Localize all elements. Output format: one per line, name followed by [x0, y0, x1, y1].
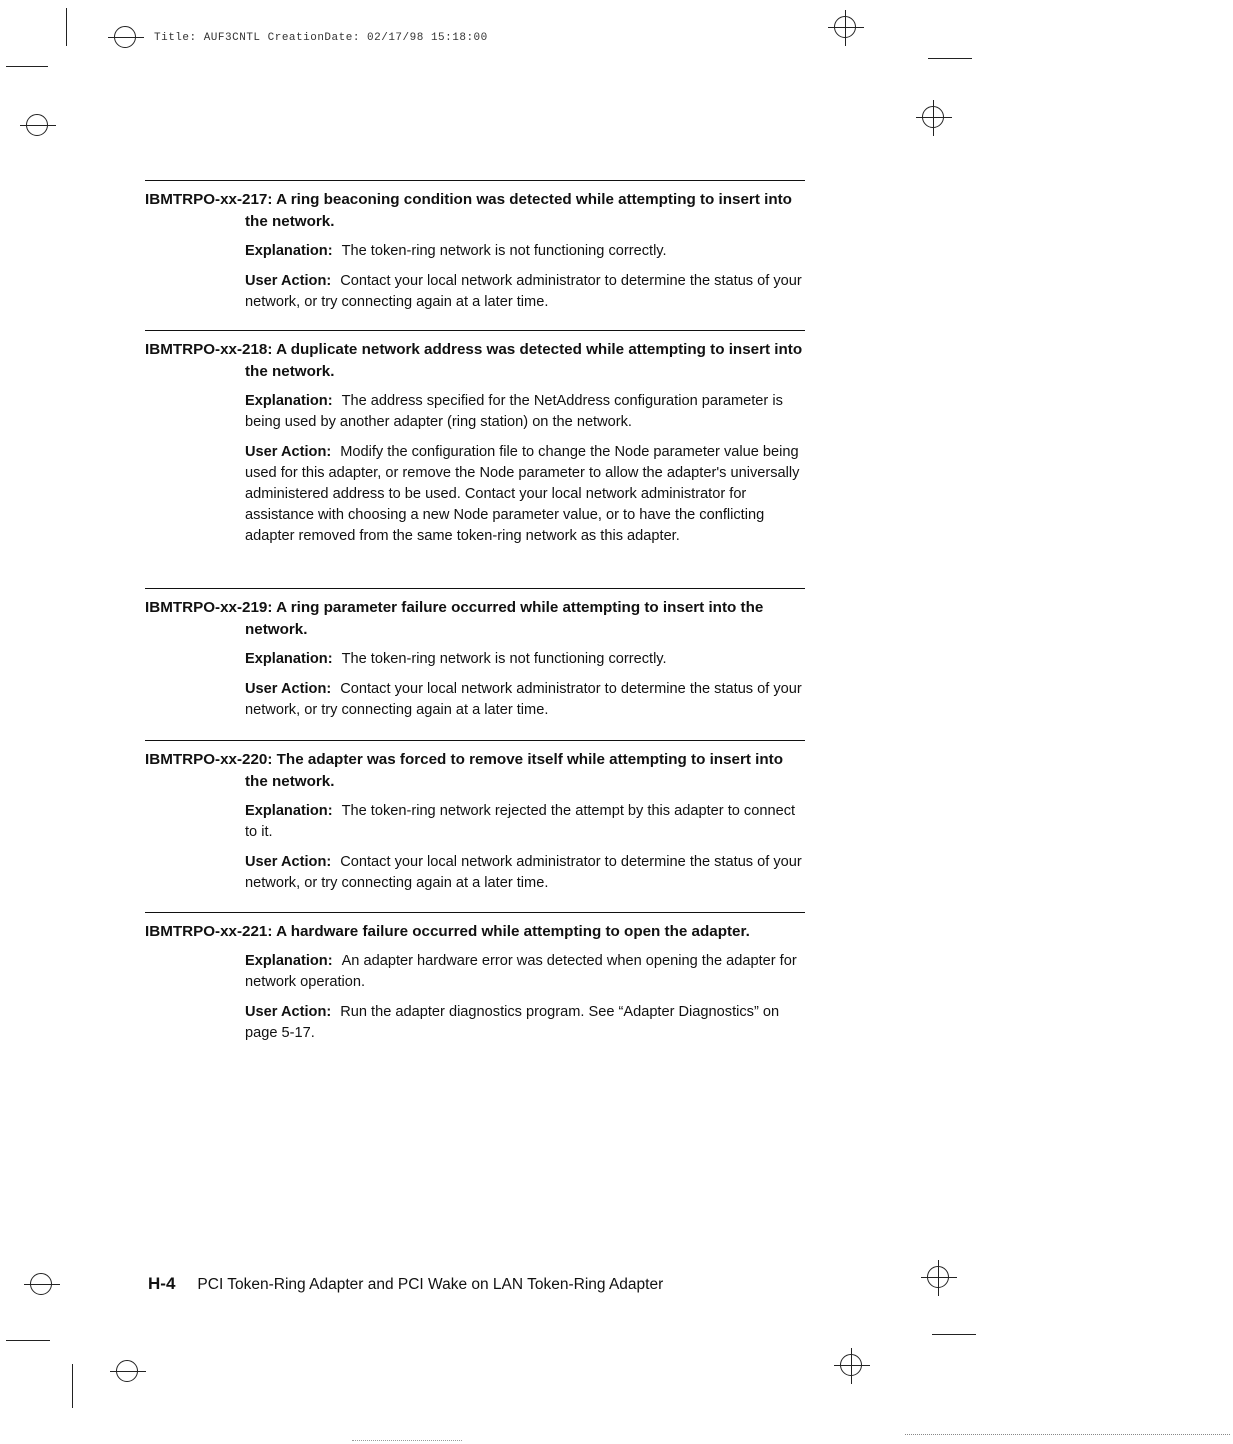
crop-mark-top-left-vertical	[66, 8, 67, 46]
crop-mark-top-right-horizontal	[928, 58, 972, 59]
message-title: IBMTRPO-xx-219: A ring parameter failure occurred while attempting to insert into the network.	[145, 599, 764, 638]
message-title: IBMTRPO-xx-221: A hardware failure occurred while attempting to open the adapter.	[145, 923, 750, 940]
user-action-text: Run the adapter diagnostics program. See “Adapter Diagnostics” on page 5-17.	[245, 1004, 780, 1041]
page-footer	[148, 1274, 663, 1294]
user-action-label: User Action:	[245, 854, 332, 870]
divider	[145, 330, 805, 331]
book-title: PCI Token-Ring Adapter and PCI Wake on LAN Token-Ring Adapter	[197, 1276, 664, 1293]
scan-artifact-line	[905, 1434, 1230, 1435]
message-entry	[145, 180, 805, 322]
crop-mark-bottom-left-vertical	[72, 1364, 73, 1408]
user-action-label: User Action:	[245, 273, 332, 289]
user-action-text: Contact your local network administrator to determine the status of your network, or try connecting again at a later time.	[245, 681, 802, 718]
explanation-text: The address specified for the NetAddress configuration parameter is being used by another adapter (ring station) on the network.	[245, 393, 783, 430]
divider	[145, 912, 805, 913]
message-title: IBMTRPO-xx-220: The adapter was forced to remove itself while attempting to insert into the network.	[145, 751, 783, 790]
message-entry	[145, 912, 805, 1053]
explanation-label: Explanation:	[245, 243, 333, 259]
explanation-label: Explanation:	[245, 803, 333, 819]
explanation-label: Explanation:	[245, 651, 333, 667]
explanation-label: Explanation:	[245, 393, 333, 409]
explanation-text: The token-ring network is not functioning correctly.	[341, 243, 667, 259]
message-entry	[145, 330, 805, 556]
crop-mark-bottom-right-horizontal	[932, 1334, 976, 1335]
message-title: IBMTRPO-xx-218: A duplicate network address was detected while attempting to insert into the network.	[145, 341, 803, 380]
user-action-label: User Action:	[245, 444, 332, 460]
user-action-text: Contact your local network administrator to determine the status of your network, or try connecting again at a later time.	[245, 273, 802, 310]
print-header: Title: AUF3CNTL CreationDate: 02/17/98 15:18:00	[154, 32, 488, 44]
explanation-text: An adapter hardware error was detected when opening the adapter for network operation.	[245, 953, 797, 990]
message-title: IBMTRPO-xx-217: A ring beaconing condition was detected while attempting to insert into the network.	[145, 191, 792, 230]
explanation-label: Explanation:	[245, 953, 333, 969]
explanation-text: The token-ring network is not functioning correctly.	[341, 651, 667, 667]
crop-mark-top-left-horizontal	[6, 66, 48, 67]
user-action-text: Modify the configuration file to change the Node parameter value being used for this adapter, or remove the Node parameter to allow the adapter's universally administered address to be used. Contact your local network administrator for assistance with choosing a new Node parameter value, or to have the conflicting adapter removed from the same token-ring network as this adapter.	[245, 444, 800, 544]
message-entry	[145, 588, 805, 730]
user-action-label: User Action:	[245, 1004, 332, 1020]
crop-mark-bottom-left-horizontal	[6, 1340, 50, 1341]
divider	[145, 740, 805, 741]
user-action-label: User Action:	[245, 681, 332, 697]
explanation-text: The token-ring network rejected the attempt by this adapter to connect to it.	[245, 803, 796, 840]
scan-artifact-line	[352, 1440, 462, 1441]
user-action-text: Contact your local network administrator to determine the status of your network, or try connecting again at a later time.	[245, 854, 802, 891]
page-number: H-4	[148, 1274, 176, 1293]
message-entry	[145, 740, 805, 903]
divider	[145, 588, 805, 589]
divider	[145, 180, 805, 181]
